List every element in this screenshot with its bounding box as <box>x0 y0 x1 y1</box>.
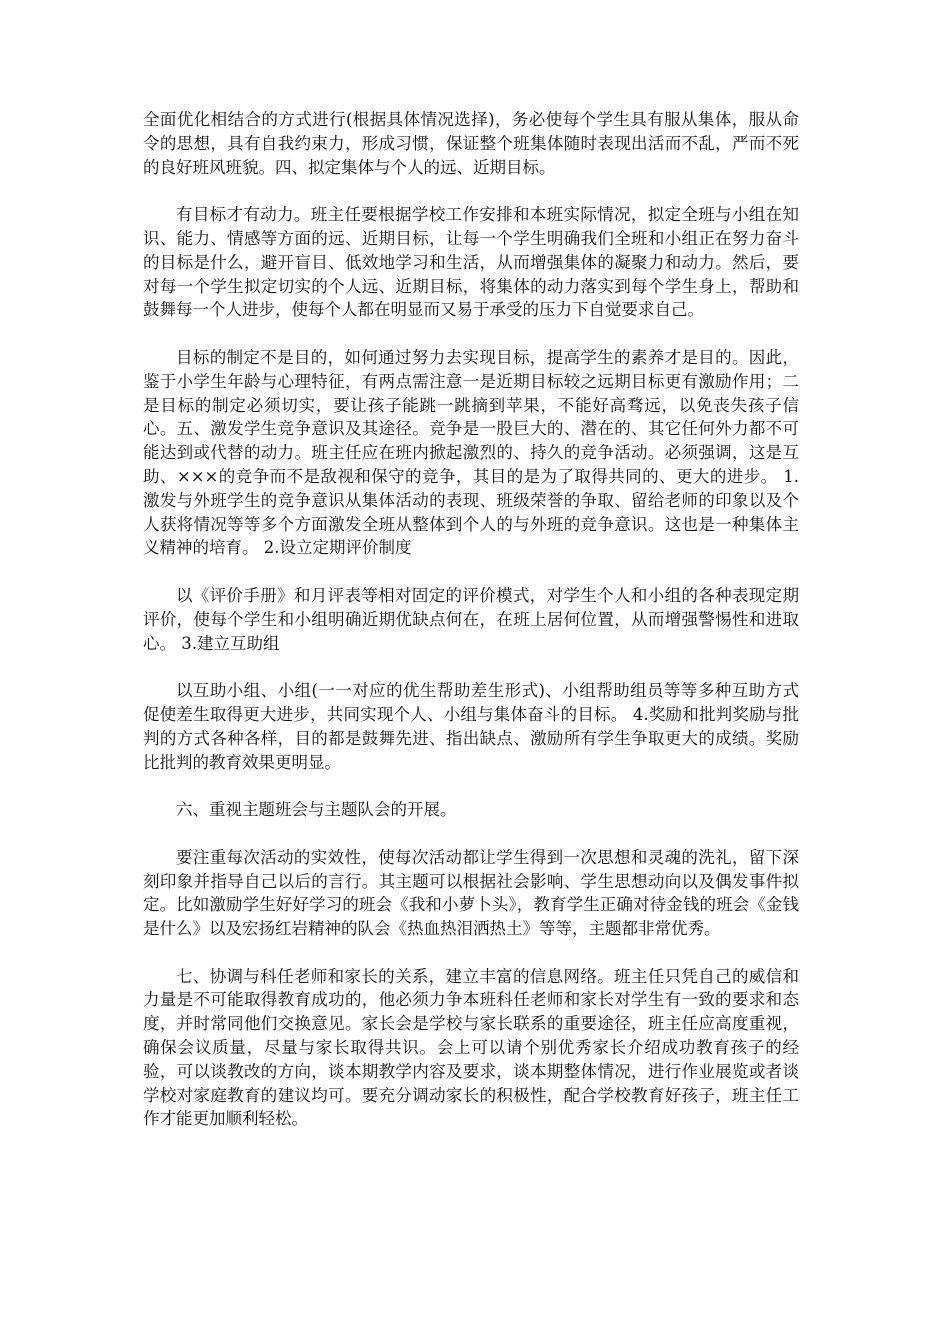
paragraph-goal-setting: 目标的制定不是目的，如何通过努力去实现目标，提高学生的素养才是目的。因此，鉴于小学生年龄与心理特征，有两点需注意一是近期目标较之远期目标更有激励作用；二是目标的制定必须切实，要让孩子能跳一跳摘到苹果，不能好高骛远，以免丧失孩子信心。五、激发学生竞争意识及其途径。竞争是一股巨大的、潜在的、其它任何外力都不可能达到或代替的动力。班主任应在班内掀起激烈的、持久的竞争活动。必须强调，这是互助、×××的竞争而不是敌视和保守的竞争，其目的是为了取得共同的、更大的进步。 1.激发与外班学生的竞争意识从集体活动的表现、班级荣誉的争取、留给老师的印象以及个人获将情况等等多个方面激发全班从整体到个人的与外班的竞争意识。这也是一种集体主义精神的培育。 2.设立定期评价制度 <box>143 347 799 558</box>
paragraph-mutual-aid: 以互助小组、小组(一一对应的优生帮助差生形式)、小组帮助组员等等多种互助方式促使差生取得更大进步，共同实现个人、小组与集体奋斗的目标。 4.奖励和批判奖励与批判的方式各种各样，目的都是鼓舞先进、指出缺点、激励所有学生争取更大的成绩。奖励比批判的教育效果更明显。 <box>143 681 799 772</box>
paragraph-continuation: 全面优化相结合的方式进行(根据具体情况选择)，务必使每个学生具有服从集体，服从命令的思想，具有自我约束力，形成习惯，保证整个班集体随时表现出活而不乱，严而不死的良好班风班貌。四、拟定集体与个人的远、近期目标。 <box>143 110 799 177</box>
paragraph-goal-motivation: 有目标才有动力。班主任要根据学校工作安排和本班实际情况，拟定全班与小组在知识、能力、情感等方面的远、近期目标，让每一个学生明确我们全班和小组正在努力奋斗的目标是什么，避开盲目、低效地学习和生活，从而增强集体的凝聚力和动力。然后，要对每一个学生拟定切实的个人远、近期目标，将集体的动力落实到每个学生身上，帮助和鼓舞每一个人进步，使每个人都在明显而又易于承受的压力下自觉要求自己。 <box>143 205 799 320</box>
paragraph-activities: 要注重每次活动的实效性，使每次活动都让学生得到一次思想和灵魂的洗礼，留下深刻印象并指导自己以后的言行。其主题可以根据社会影响、学生思想动向以及偶发事件拟定。比如激励学生好好学习的班会《我和小萝卜头》，教育学生正确对待金钱的班会《金钱是什么》以及宏扬红岩精神的队会《热血热泪洒热土》等等，主题都非常优秀。 <box>143 847 799 939</box>
paragraph-coordination: 七、协调与科任老师和家长的关系，建立丰富的信息网络。班主任只凭自己的威信和力量是不可能取得教育成功的，他必须力争本班科任老师和家长对学生有一致的要求和态度，并时常同他们交换意见。家长会是学校与家长联系的重要途径，班主任应高度重视，确保会议质量，尽量与家长取得共识。会上可以请个别优秀家长介绍成功教育孩子的经验，可以谈教改的方向，谈本期教学内容及要求，谈本期整体情况，进行作业展览或者谈学校对家庭教育的建议均可。要充分调动家长的积极性，配合学校教育好孩子，班主任工作才能更加顺利轻松。 <box>143 966 799 1129</box>
section-heading-theme-meetings: 六、重视主题班会与主题队会的开展。 <box>176 800 457 820</box>
document-body <box>143 108 799 1155</box>
paragraph-evaluation: 以《评价手册》和月评表等相对固定的评价模式，对学生个人和小组的各种表现定期评价，使每个学生和小组明确近期优缺点何在，在班上居何位置，从而增强警惕性和进取心。 3.建立互助组 <box>143 585 799 653</box>
